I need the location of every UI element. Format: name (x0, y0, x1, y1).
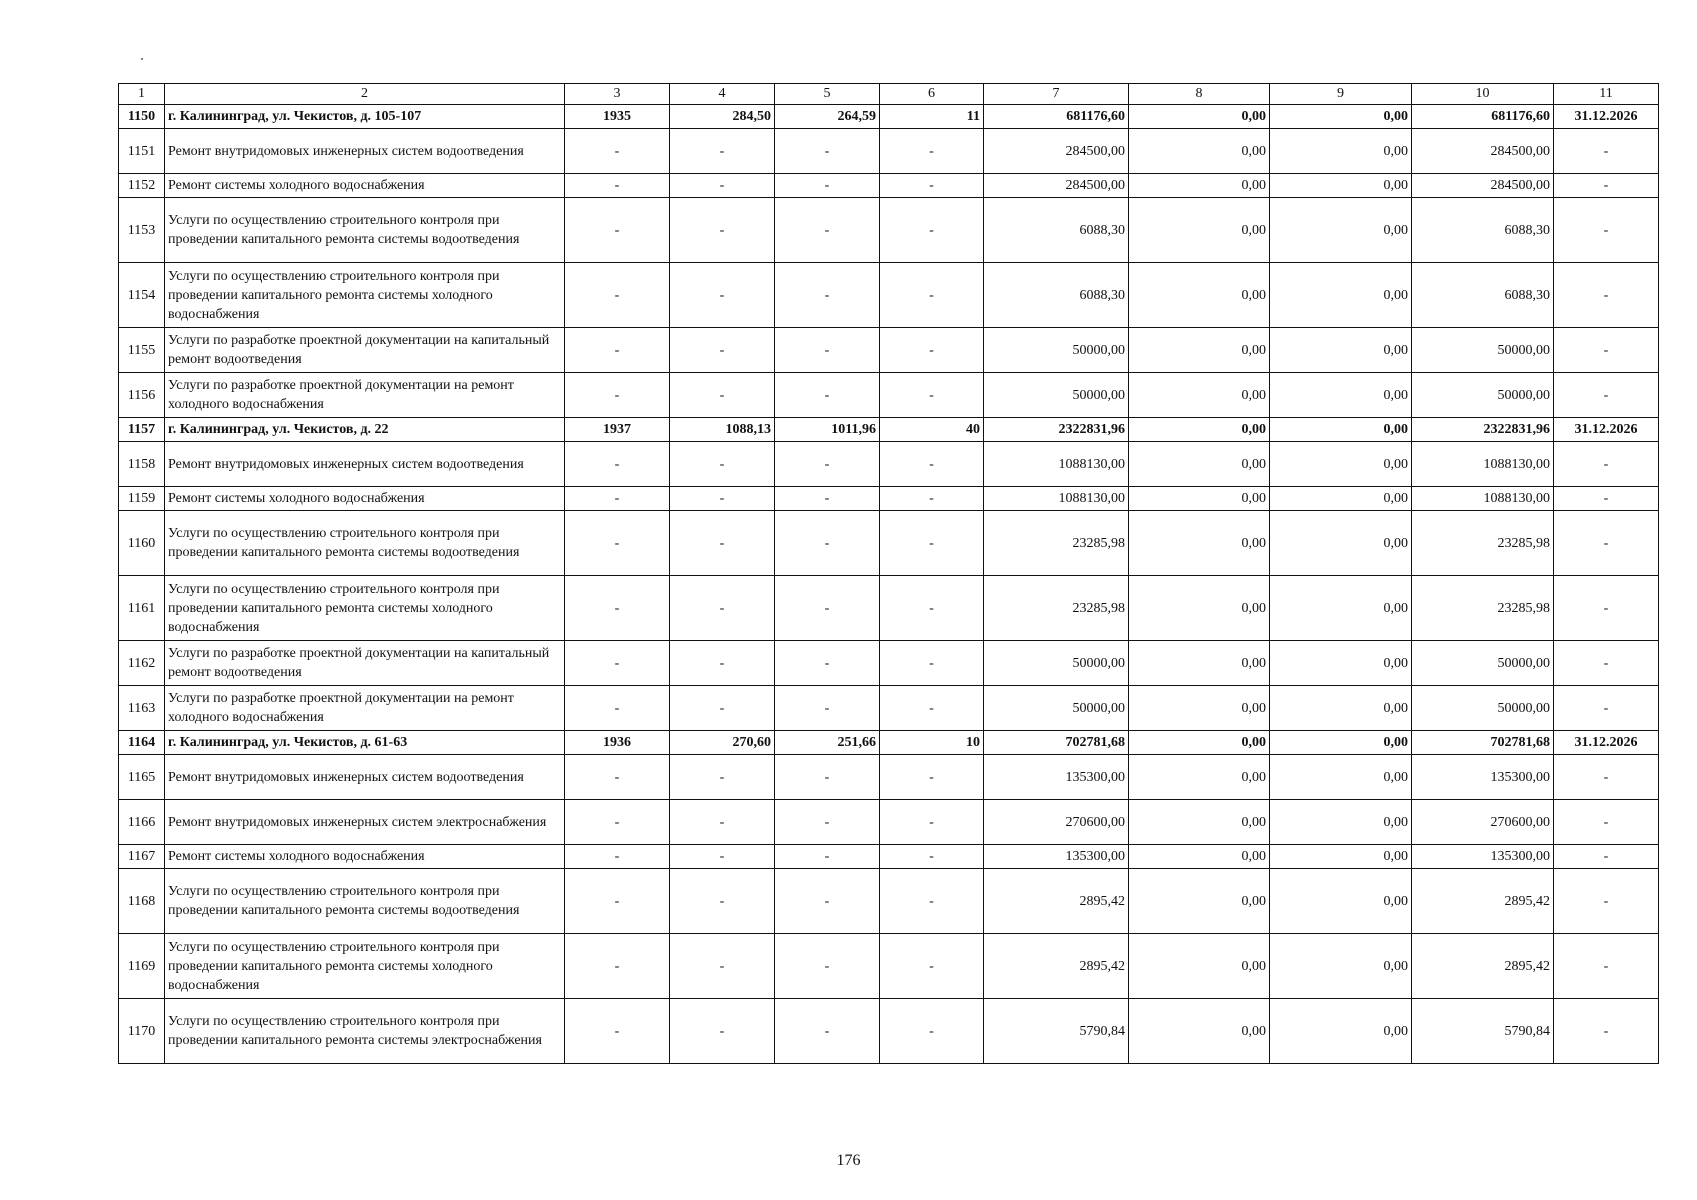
cell-col-1: 1156 (119, 373, 165, 418)
cell-col-9: 0,00 (1270, 263, 1412, 328)
cell-col-4: - (670, 198, 775, 263)
table-row (119, 328, 1659, 373)
cell-col-4: - (670, 263, 775, 328)
cell-col-6: 11 (880, 105, 984, 129)
cell-col-2: Услуги по разработке проектной документации на ремонт холодного водоснабжения (165, 373, 565, 418)
cell-col-8: 0,00 (1129, 641, 1270, 686)
cell-col-8: 0,00 (1129, 263, 1270, 328)
cell-col-5: - (775, 800, 880, 845)
cell-col-7: 681176,60 (984, 105, 1129, 129)
cell-col-11: 31.12.2026 (1554, 418, 1659, 442)
cell-col-11: - (1554, 174, 1659, 198)
cell-col-9: 0,00 (1270, 129, 1412, 174)
cell-col-9: 0,00 (1270, 487, 1412, 511)
cell-col-5: - (775, 129, 880, 174)
cell-col-8: 0,00 (1129, 800, 1270, 845)
cell-col-8: 0,00 (1129, 487, 1270, 511)
cell-col-9: 0,00 (1270, 755, 1412, 800)
cell-col-3: 1937 (565, 418, 670, 442)
cell-col-6: - (880, 511, 984, 576)
cell-col-6: - (880, 641, 984, 686)
address-row (119, 731, 1659, 755)
cell-col-11: - (1554, 800, 1659, 845)
cell-col-1: 1161 (119, 576, 165, 641)
column-number-row (119, 84, 1659, 105)
cell-col-7: 270600,00 (984, 800, 1129, 845)
col-header-1: 1 (119, 84, 165, 105)
cell-col-2: г. Калининград, ул. Чекистов, д. 22 (165, 418, 565, 442)
cell-col-4: 1088,13 (670, 418, 775, 442)
cell-col-1: 1168 (119, 869, 165, 934)
cell-col-8: 0,00 (1129, 174, 1270, 198)
cell-col-1: 1165 (119, 755, 165, 800)
cell-col-11: - (1554, 328, 1659, 373)
cell-col-2: Услуги по разработке проектной документации на ремонт холодного водоснабжения (165, 686, 565, 731)
cell-col-7: 50000,00 (984, 641, 1129, 686)
cell-col-11: - (1554, 442, 1659, 487)
cell-col-9: 0,00 (1270, 105, 1412, 129)
cell-col-5: 251,66 (775, 731, 880, 755)
cell-col-3: - (565, 487, 670, 511)
cell-col-6: - (880, 328, 984, 373)
page-number: 176 (836, 1152, 861, 1169)
cell-col-10: 284500,00 (1412, 174, 1554, 198)
cell-col-7: 6088,30 (984, 198, 1129, 263)
col-header-5: 5 (775, 84, 880, 105)
table-row (119, 373, 1659, 418)
col-header-4: 4 (670, 84, 775, 105)
cell-col-1: 1163 (119, 686, 165, 731)
cell-col-3: - (565, 576, 670, 641)
cell-col-11: - (1554, 487, 1659, 511)
cell-col-10: 2895,42 (1412, 869, 1554, 934)
cell-col-2: Услуги по разработке проектной документации на капитальный ремонт водоотведения (165, 328, 565, 373)
cell-col-4: - (670, 487, 775, 511)
col-header-3: 3 (565, 84, 670, 105)
table-row (119, 511, 1659, 576)
cell-col-6: - (880, 373, 984, 418)
cell-col-2: Услуги по осуществлению строительного контроля при проведении капитального ремонта системы холодного водоснабжения (165, 934, 565, 999)
cell-col-2: г. Калининград, ул. Чекистов, д. 61-63 (165, 731, 565, 755)
cell-col-1: 1152 (119, 174, 165, 198)
cell-col-4: - (670, 576, 775, 641)
cell-col-3: - (565, 174, 670, 198)
cell-col-2: Ремонт внутридомовых инженерных систем водоотведения (165, 755, 565, 800)
address-row (119, 105, 1659, 129)
cell-col-7: 135300,00 (984, 845, 1129, 869)
cell-col-10: 135300,00 (1412, 845, 1554, 869)
cell-col-11: - (1554, 934, 1659, 999)
cell-col-1: 1167 (119, 845, 165, 869)
cell-col-6: - (880, 576, 984, 641)
cell-col-8: 0,00 (1129, 869, 1270, 934)
cell-col-8: 0,00 (1129, 731, 1270, 755)
cell-col-4: - (670, 686, 775, 731)
cell-col-1: 1151 (119, 129, 165, 174)
cell-col-10: 50000,00 (1412, 686, 1554, 731)
cell-col-5: - (775, 511, 880, 576)
cell-col-9: 0,00 (1270, 999, 1412, 1064)
cell-col-1: 1164 (119, 731, 165, 755)
cell-col-5: 264,59 (775, 105, 880, 129)
cell-col-11: - (1554, 869, 1659, 934)
col-header-7: 7 (984, 84, 1129, 105)
cell-col-10: 50000,00 (1412, 641, 1554, 686)
cell-col-3: - (565, 641, 670, 686)
cell-col-7: 50000,00 (984, 373, 1129, 418)
table-row (119, 641, 1659, 686)
cell-col-9: 0,00 (1270, 373, 1412, 418)
cell-col-8: 0,00 (1129, 845, 1270, 869)
cell-col-7: 6088,30 (984, 263, 1129, 328)
table-row (119, 442, 1659, 487)
cell-col-6: - (880, 755, 984, 800)
cell-col-4: - (670, 442, 775, 487)
cell-col-9: 0,00 (1270, 418, 1412, 442)
cell-col-11: - (1554, 641, 1659, 686)
cell-col-2: г. Калининград, ул. Чекистов, д. 105-107 (165, 105, 565, 129)
cell-col-6: - (880, 487, 984, 511)
cell-col-5: - (775, 487, 880, 511)
cell-col-4: - (670, 800, 775, 845)
cell-col-6: - (880, 263, 984, 328)
table-row (119, 129, 1659, 174)
cell-col-8: 0,00 (1129, 373, 1270, 418)
cell-col-5: - (775, 869, 880, 934)
col-header-8: 8 (1129, 84, 1270, 105)
cell-col-5: - (775, 641, 880, 686)
cell-col-11: - (1554, 263, 1659, 328)
cell-col-11: - (1554, 373, 1659, 418)
cell-col-9: 0,00 (1270, 869, 1412, 934)
cell-col-7: 23285,98 (984, 511, 1129, 576)
cell-col-4: - (670, 869, 775, 934)
cell-col-3: 1935 (565, 105, 670, 129)
cell-col-1: 1158 (119, 442, 165, 487)
cell-col-8: 0,00 (1129, 198, 1270, 263)
cell-col-1: 1169 (119, 934, 165, 999)
cell-col-7: 284500,00 (984, 129, 1129, 174)
cell-col-11: - (1554, 999, 1659, 1064)
cell-col-7: 50000,00 (984, 686, 1129, 731)
cell-col-5: - (775, 845, 880, 869)
cell-col-1: 1155 (119, 328, 165, 373)
table-row (119, 934, 1659, 999)
cell-col-10: 23285,98 (1412, 576, 1554, 641)
cell-col-9: 0,00 (1270, 731, 1412, 755)
cell-col-6: - (880, 934, 984, 999)
cell-col-4: - (670, 328, 775, 373)
cell-col-10: 5790,84 (1412, 999, 1554, 1064)
cell-col-10: 2322831,96 (1412, 418, 1554, 442)
cell-col-3: - (565, 129, 670, 174)
cell-col-6: - (880, 869, 984, 934)
cell-col-4: - (670, 511, 775, 576)
cell-col-5: - (775, 328, 880, 373)
cell-col-4: - (670, 174, 775, 198)
cell-col-11: - (1554, 198, 1659, 263)
cell-col-11: - (1554, 686, 1659, 731)
cell-col-9: 0,00 (1270, 576, 1412, 641)
cell-col-7: 50000,00 (984, 328, 1129, 373)
cell-col-3: - (565, 999, 670, 1064)
col-header-11: 11 (1554, 84, 1659, 105)
cell-col-2: Услуги по осуществлению строительного контроля при проведении капитального ремонта системы электроснабжения (165, 999, 565, 1064)
table-row (119, 198, 1659, 263)
cell-col-4: - (670, 641, 775, 686)
cell-col-8: 0,00 (1129, 328, 1270, 373)
cell-col-6: - (880, 800, 984, 845)
cell-col-10: 1088130,00 (1412, 487, 1554, 511)
cell-col-9: 0,00 (1270, 641, 1412, 686)
table-row (119, 174, 1659, 198)
cell-col-1: 1159 (119, 487, 165, 511)
cell-col-3: - (565, 755, 670, 800)
cell-col-11: - (1554, 845, 1659, 869)
cell-col-11: 31.12.2026 (1554, 731, 1659, 755)
cell-col-9: 0,00 (1270, 198, 1412, 263)
cell-col-4: - (670, 129, 775, 174)
cell-col-10: 702781,68 (1412, 731, 1554, 755)
cell-col-7: 2895,42 (984, 934, 1129, 999)
cell-col-8: 0,00 (1129, 686, 1270, 731)
cell-col-4: 270,60 (670, 731, 775, 755)
cell-col-3: - (565, 800, 670, 845)
cell-col-7: 2322831,96 (984, 418, 1129, 442)
cell-col-8: 0,00 (1129, 999, 1270, 1064)
cell-col-9: 0,00 (1270, 934, 1412, 999)
cell-col-1: 1166 (119, 800, 165, 845)
cell-col-2: Ремонт внутридомовых инженерных систем водоотведения (165, 129, 565, 174)
cell-col-5: - (775, 999, 880, 1064)
cell-col-6: 10 (880, 731, 984, 755)
cell-col-3: - (565, 328, 670, 373)
cell-col-8: 0,00 (1129, 576, 1270, 641)
table-row (119, 755, 1659, 800)
table-row (119, 845, 1659, 869)
cell-col-6: - (880, 129, 984, 174)
table-row (119, 686, 1659, 731)
cell-col-5: - (775, 576, 880, 641)
cell-col-7: 135300,00 (984, 755, 1129, 800)
cell-col-8: 0,00 (1129, 129, 1270, 174)
cell-col-6: 40 (880, 418, 984, 442)
cell-col-7: 23285,98 (984, 576, 1129, 641)
cell-col-6: - (880, 845, 984, 869)
cell-col-10: 681176,60 (1412, 105, 1554, 129)
cell-col-9: 0,00 (1270, 442, 1412, 487)
cell-col-11: - (1554, 576, 1659, 641)
cell-col-7: 5790,84 (984, 999, 1129, 1064)
cell-col-4: - (670, 999, 775, 1064)
cell-col-4: - (670, 845, 775, 869)
cell-col-1: 1150 (119, 105, 165, 129)
col-header-9: 9 (1270, 84, 1412, 105)
cell-col-9: 0,00 (1270, 800, 1412, 845)
col-header-2: 2 (165, 84, 565, 105)
cell-col-4: - (670, 373, 775, 418)
table-row (119, 576, 1659, 641)
cell-col-6: - (880, 198, 984, 263)
cell-col-5: 1011,96 (775, 418, 880, 442)
table-row (119, 487, 1659, 511)
cell-col-2: Ремонт внутридомовых инженерных систем электроснабжения (165, 800, 565, 845)
cell-col-11: - (1554, 755, 1659, 800)
cell-col-5: - (775, 373, 880, 418)
cell-col-2: Ремонт системы холодного водоснабжения (165, 845, 565, 869)
cell-col-1: 1154 (119, 263, 165, 328)
cell-col-2: Услуги по осуществлению строительного контроля при проведении капитального ремонта системы водоотведения (165, 511, 565, 576)
cell-col-5: - (775, 755, 880, 800)
cell-col-11: 31.12.2026 (1554, 105, 1659, 129)
cell-col-3: - (565, 373, 670, 418)
cell-col-2: Услуги по осуществлению строительного контроля при проведении капитального ремонта системы холодного водоснабжения (165, 576, 565, 641)
cell-col-10: 1088130,00 (1412, 442, 1554, 487)
cell-col-1: 1153 (119, 198, 165, 263)
cell-col-8: 0,00 (1129, 511, 1270, 576)
cell-col-5: - (775, 934, 880, 999)
cell-col-7: 702781,68 (984, 731, 1129, 755)
cell-col-10: 135300,00 (1412, 755, 1554, 800)
cell-col-1: 1160 (119, 511, 165, 576)
cell-col-7: 1088130,00 (984, 487, 1129, 511)
table-row (119, 999, 1659, 1064)
cell-col-3: - (565, 263, 670, 328)
cell-col-10: 284500,00 (1412, 129, 1554, 174)
cell-col-2: Услуги по осуществлению строительного контроля при проведении капитального ремонта системы водоотведения (165, 869, 565, 934)
cell-col-7: 1088130,00 (984, 442, 1129, 487)
cell-col-8: 0,00 (1129, 418, 1270, 442)
cell-col-6: - (880, 442, 984, 487)
cell-col-9: 0,00 (1270, 328, 1412, 373)
cell-col-8: 0,00 (1129, 105, 1270, 129)
cell-col-2: Услуги по осуществлению строительного контроля при проведении капитального ремонта системы холодного водоснабжения (165, 263, 565, 328)
cell-col-10: 2895,42 (1412, 934, 1554, 999)
cell-col-5: - (775, 198, 880, 263)
cell-col-1: 1162 (119, 641, 165, 686)
cell-col-4: 284,50 (670, 105, 775, 129)
table-row (119, 263, 1659, 328)
cell-col-3: - (565, 511, 670, 576)
cell-col-3: - (565, 198, 670, 263)
cell-col-2: Услуги по осуществлению строительного контроля при проведении капитального ремонта системы водоотведения (165, 198, 565, 263)
cell-col-10: 270600,00 (1412, 800, 1554, 845)
cell-col-10: 50000,00 (1412, 373, 1554, 418)
cell-col-5: - (775, 174, 880, 198)
cell-col-2: Услуги по разработке проектной документации на капитальный ремонт водоотведения (165, 641, 565, 686)
cell-col-11: - (1554, 511, 1659, 576)
cell-col-6: - (880, 999, 984, 1064)
col-header-10: 10 (1412, 84, 1554, 105)
cell-col-3: - (565, 845, 670, 869)
cell-col-9: 0,00 (1270, 845, 1412, 869)
cell-col-10: 23285,98 (1412, 511, 1554, 576)
cell-col-6: - (880, 686, 984, 731)
cell-col-7: 2895,42 (984, 869, 1129, 934)
cell-col-1: 1170 (119, 999, 165, 1064)
cell-col-6: - (880, 174, 984, 198)
cell-col-7: 284500,00 (984, 174, 1129, 198)
cell-col-3: - (565, 686, 670, 731)
scan-speck (141, 58, 143, 60)
col-header-6: 6 (880, 84, 984, 105)
cell-col-8: 0,00 (1129, 934, 1270, 999)
cell-col-10: 6088,30 (1412, 198, 1554, 263)
cell-col-4: - (670, 934, 775, 999)
table-body (119, 105, 1659, 1064)
cell-col-11: - (1554, 129, 1659, 174)
cell-col-9: 0,00 (1270, 174, 1412, 198)
cell-col-3: - (565, 869, 670, 934)
cell-col-10: 6088,30 (1412, 263, 1554, 328)
cell-col-2: Ремонт системы холодного водоснабжения (165, 174, 565, 198)
cell-col-3: - (565, 934, 670, 999)
address-row (119, 418, 1659, 442)
cell-col-9: 0,00 (1270, 511, 1412, 576)
cell-col-5: - (775, 263, 880, 328)
cell-col-10: 50000,00 (1412, 328, 1554, 373)
cell-col-5: - (775, 686, 880, 731)
cell-col-5: - (775, 442, 880, 487)
cell-col-8: 0,00 (1129, 755, 1270, 800)
cell-col-3: - (565, 442, 670, 487)
table-row (119, 869, 1659, 934)
cell-col-2: Ремонт внутридомовых инженерных систем водоотведения (165, 442, 565, 487)
cell-col-3: 1936 (565, 731, 670, 755)
repair-register-table (118, 83, 1659, 1064)
cell-col-2: Ремонт системы холодного водоснабжения (165, 487, 565, 511)
cell-col-8: 0,00 (1129, 442, 1270, 487)
cell-col-4: - (670, 755, 775, 800)
cell-col-9: 0,00 (1270, 686, 1412, 731)
cell-col-1: 1157 (119, 418, 165, 442)
table-row (119, 800, 1659, 845)
